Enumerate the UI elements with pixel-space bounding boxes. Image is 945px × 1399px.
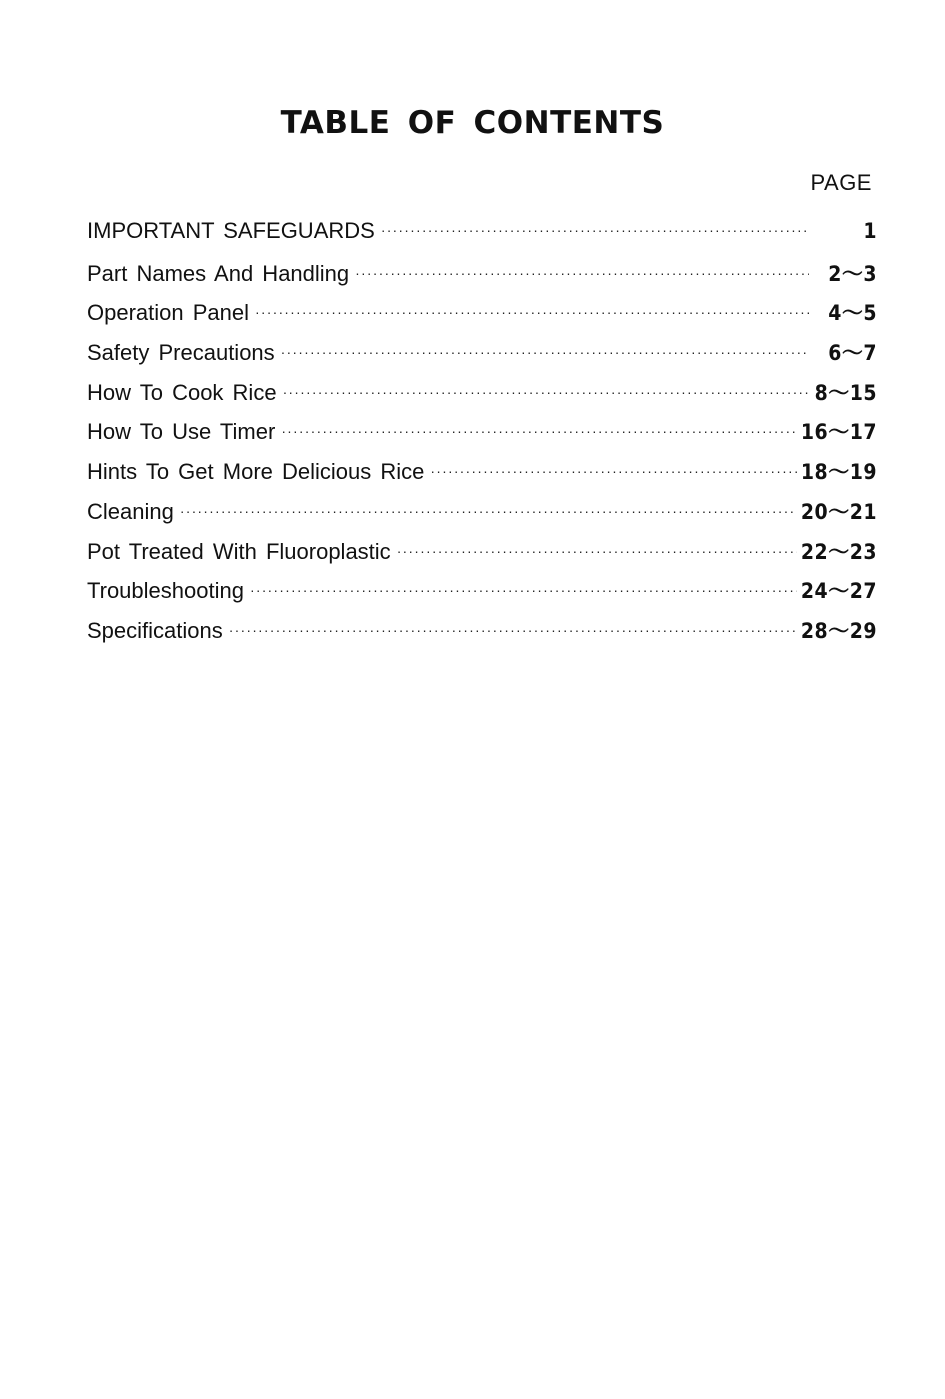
- dot-leader: [283, 384, 809, 400]
- dot-leader: [281, 423, 797, 439]
- toc-entry-label: How To Use Timer: [87, 419, 276, 445]
- toc-entry-hints: [87, 456, 877, 496]
- toc-entry-important-safeguards: [87, 218, 877, 258]
- toc-entry-pages: 6～7: [828, 341, 877, 366]
- dot-leader: [180, 503, 797, 519]
- toc-entry-cleaning: [87, 496, 877, 536]
- toc-entry-label: How To Cook Rice: [87, 379, 277, 405]
- page-title: TABLE OF CONTENTS: [280, 104, 665, 141]
- toc-entry-pages: 22～23: [800, 539, 877, 564]
- dot-leader: [255, 304, 809, 320]
- toc-entry-label: Part Names And Handling: [87, 260, 350, 286]
- toc-entry-part-names: [87, 258, 877, 298]
- toc-entry-label: Safety Precautions: [87, 340, 275, 366]
- toc-entry-pages: 1: [863, 219, 877, 243]
- toc-entry-label: Hints To Get More Delicious Rice: [87, 459, 425, 485]
- dot-leader: [430, 463, 797, 479]
- toc-entry-pages: 28～29: [800, 618, 877, 643]
- toc-entry-pot-fluoroplastic: [87, 536, 877, 576]
- dot-leader: [397, 543, 797, 559]
- dot-leader: [281, 344, 809, 360]
- table-of-contents: [87, 218, 877, 655]
- dot-leader: [250, 582, 797, 598]
- toc-entry-label: Pot Treated With Fluoroplastic: [87, 538, 391, 564]
- toc-entry-label: IMPORTANT SAFEGUARDS: [87, 218, 375, 243]
- toc-entry-how-to-use-timer: [87, 416, 877, 456]
- toc-entry-label: Operation Panel: [87, 300, 249, 326]
- toc-entry-pages: 20～21: [800, 499, 877, 524]
- toc-entry-pages: 4～5: [828, 301, 877, 326]
- toc-entry-operation-panel: [87, 297, 877, 337]
- toc-entry-pages: 24～27: [800, 579, 877, 604]
- toc-entry-pages: 2～3: [828, 261, 877, 286]
- toc-entry-how-to-cook-rice: [87, 377, 877, 417]
- toc-entry-label: Cleaning: [87, 498, 174, 524]
- toc-entry-pages: 18～19: [800, 460, 877, 485]
- toc-entry-pages: 8～15: [814, 380, 877, 405]
- page-column-heading: PAGE: [810, 170, 872, 195]
- toc-entry-safety-precautions: [87, 337, 877, 377]
- toc-entry-specifications: [87, 615, 877, 655]
- dot-leader: [229, 622, 797, 638]
- toc-entry-label: Troubleshooting: [87, 578, 244, 604]
- toc-entry-label: Specifications: [87, 617, 223, 643]
- dot-leader: [381, 222, 809, 238]
- toc-entry-pages: 16～17: [800, 420, 877, 445]
- toc-entry-troubleshooting: [87, 575, 877, 615]
- dot-leader: [355, 265, 809, 281]
